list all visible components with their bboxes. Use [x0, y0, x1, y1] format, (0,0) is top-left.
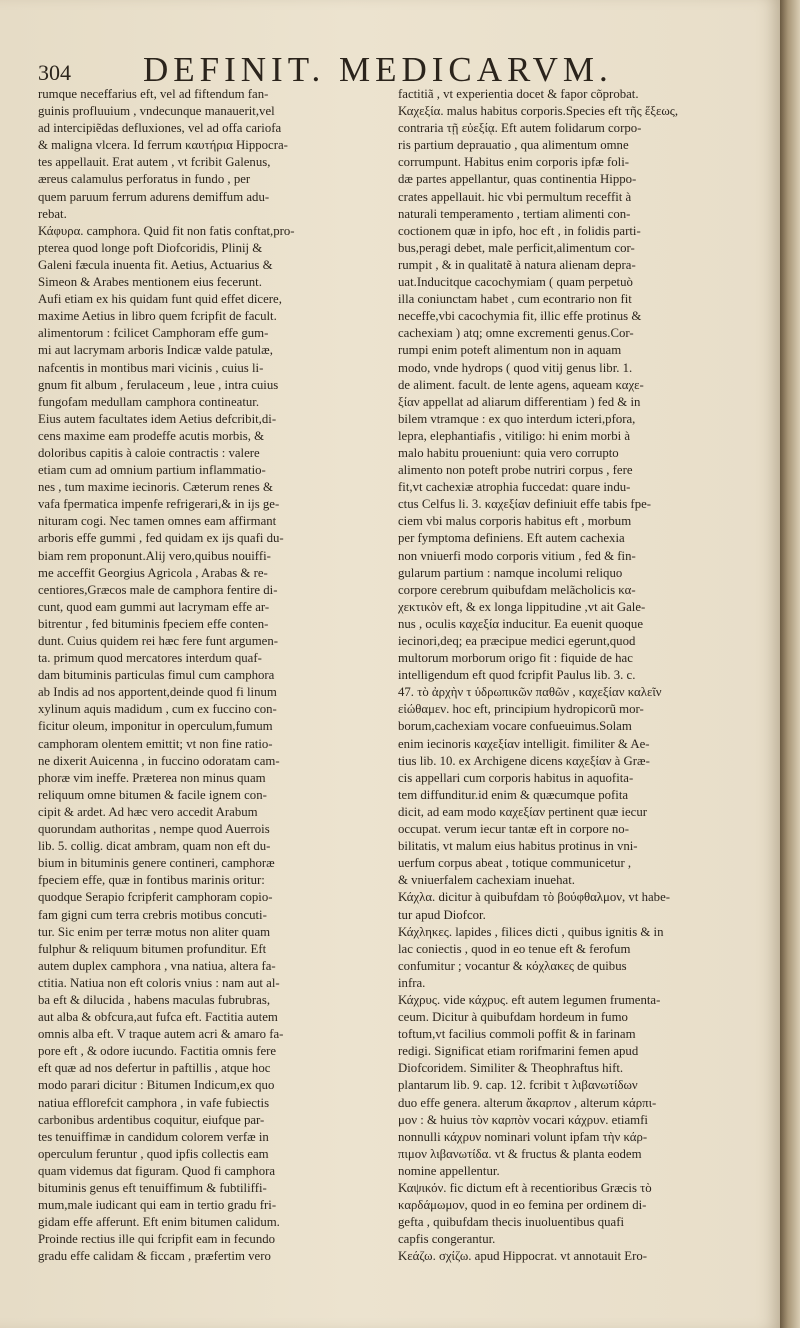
- right-column: [398, 86, 746, 1265]
- left-column-text-line: alimentorum : fcilicet Camphoram effe gum-: [38, 326, 269, 341]
- left-column-text-line: ta. primum quod mercatores interdum quaf-: [38, 651, 262, 666]
- right-column-text-line: confumitur ; vocantur & κόχλακες de quibus: [398, 958, 627, 973]
- left-column-text-line: gidam effe afferunt. Eft enim bitumen calidum.: [38, 1215, 280, 1230]
- right-column-text-line: πιμον λιβανωτίδα. vt & fructus & planta eodem: [398, 1146, 642, 1161]
- right-column-text-line: μον : & huius τὸν καρπὸν vocari κάχρυν. etiamfi: [398, 1112, 648, 1127]
- right-column-text-line: redigi. Significat etiam rorifmarini femen apud: [398, 1044, 639, 1059]
- right-column-text-line: rumpi enim poteft alimentum non in aquam: [398, 343, 622, 358]
- right-column-text-line: Κάχλα. dicitur à quibufdam τὸ βούφθαλμον, vt habe-: [398, 890, 671, 905]
- left-column-text-line: omnis alba eft. V traque autem acri & amaro fa-: [38, 1027, 284, 1042]
- right-column-text-line: corrumpunt. Habitus enim corporis ipfæ foli-: [398, 155, 630, 170]
- left-column-text-line: maxime Aetius in libro quem fcripfit de facult.: [38, 309, 277, 324]
- right-column-text-line: modo, vnde hydrops ( quod vitij genus libr. 1.: [398, 360, 633, 375]
- left-column-text-line: rumque neceffarius eft, vel ad fiftendum fan-: [38, 87, 269, 101]
- right-column-text-line: plantarum lib. 9. cap. 12. fcribit τ λιβανωτίδων: [398, 1078, 638, 1093]
- right-column-text-line: capfis congerantur.: [398, 1232, 496, 1247]
- right-column-text-line: per fymptoma definiens. Eft autem cachexia: [398, 531, 625, 546]
- left-column-text-line: ficitur oleum, imponitur in operculum,fumum: [38, 719, 273, 734]
- right-column-text-line: & vniuerfalem cachexiam inuehat.: [398, 873, 575, 888]
- book-gutter: [780, 0, 800, 1328]
- left-column-text-line: aut alba & obfcura,aut fufca eft. Factitia autem: [38, 1010, 278, 1025]
- left-column-text-line: gnum fit album , ferulaceum , leue , intra cuius: [38, 377, 279, 392]
- left-column-text-line: ba eft & dilucida , habens maculas fubrubras,: [38, 992, 271, 1007]
- left-column-text-line: operculum feruntur , quod ipfis collectis eam: [38, 1146, 269, 1161]
- left-column-text-line: Simeon & Arabes mentionem eius fecerunt.: [38, 275, 262, 290]
- right-column-text-line: tur apud Diofcor.: [398, 907, 486, 922]
- right-column-text-line: ris partium deprauatio , qua alimentum omne: [398, 138, 629, 153]
- right-column-text-line: enim iecinoris καχεξίαν intelligit. fimiliter & Ae-: [398, 736, 650, 751]
- right-column-text-line: uat.Inducitque cacochymiam ( quam perpetuò: [398, 275, 633, 290]
- right-column-text-line: ceum. Dicitur à quibufdam hordeum in fumo: [398, 1010, 628, 1025]
- left-column-text-line: autem duplex camphora , vna natiua, altera fa-: [38, 958, 276, 973]
- left-column-text-line: mum,male iudicant qui eam in tertio gradu fri-: [38, 1198, 277, 1213]
- right-column-text-line: Κάχληκες. lapides , filices dicti , quibus ignitis & in: [398, 924, 664, 939]
- right-column-text-line: tius lib. 10. ex Archigene dicens καχεξίαν à Græ-: [398, 753, 650, 768]
- right-column-text-line: coctionem quæ in ipfo, hoc eft , in folidis parti-: [398, 223, 641, 238]
- right-column-text-line: illa coniunctam habet , cum econtrario non fit: [398, 292, 632, 307]
- left-column-text-line: biam rem proponunt.Alij vero,quibus nouiffi-: [38, 548, 271, 563]
- right-column-text-line: dicit, ad eam modo καχεξίαν pertinent quæ iecur: [398, 804, 648, 819]
- left-column-text-line: reliquum omne bitumen & facile ignem con-: [38, 787, 267, 802]
- left-column-text-line: fulphur & reliquum bitumen profunditur. Eft: [38, 941, 267, 956]
- left-column-text-line: fpeciem effe, quæ in fontibus marinis oritur:: [38, 873, 265, 888]
- left-column-text-line: carbonibus ardentibus coquitur, eiufque par-: [38, 1112, 265, 1127]
- left-column-text-line: bituminis genus eft tenuiffimum & fubtiliffi-: [38, 1181, 267, 1195]
- left-column-text-line: me acceffit Georgius Agricola , Arabas & re-: [38, 565, 268, 580]
- left-column-text-line: pore eft , & odore iucundo. Factitia omnis fere: [38, 1044, 277, 1059]
- left-column-text-line: gradu effe calidam & ficcam , præfertim vero: [38, 1249, 271, 1264]
- left-column-text-line: ab Indis ad nos apportent,deinde quod fi linum: [38, 685, 277, 700]
- left-column-text-line: Eius autem facultates idem Aetius defcribit,di-: [38, 411, 277, 426]
- right-column-text-line: duo effe genera. alterum ἄκαρπον , alterum κάρπι-: [398, 1095, 657, 1110]
- right-column-text-line: fit,vt cachexiæ atrophia fuccedat: quare indu-: [398, 480, 631, 495]
- right-column-text-line: bilem vtramque : ex quo interdum icteri,pfora,: [398, 411, 636, 426]
- left-column-text-line: dam bituminis particulas fimul cum camphora: [38, 668, 275, 683]
- right-column-text-line: bus,peragi debet, male perficit,alimentum cor-: [398, 240, 635, 255]
- left-column-text-line: rebat.: [38, 206, 67, 221]
- page-header: [38, 50, 778, 90]
- right-column-text-line: alimento non poteft probe nutriri corpus , fere: [398, 463, 633, 478]
- right-column-text-line: corpore cerebrum quibufdam melãcholicis κα-: [398, 582, 636, 597]
- left-column-text-line: ad intercipiẽdas defluxiones, vel ad offa cariofa: [38, 121, 282, 136]
- left-column-text-line: nafcentis in montibus mari vicinis , cuius li-: [38, 360, 264, 375]
- right-column-text-line: factitiã , vt experientia docet & fapor cõprobat.: [398, 87, 639, 101]
- left-column-text-line: cipit & ardet. Ad hæc vero accedit Arabum: [38, 804, 258, 819]
- right-column-text-line: Κάχρυς. vide κάχρυς. eft autem legumen frumenta-: [398, 992, 661, 1007]
- left-column-text-line: Κάφυρα. camphora. Quid fit non fatis conftat,pro-: [38, 223, 295, 238]
- right-column-text-line: bilitatis, vt malum eius habitus protinus in vni-: [398, 839, 638, 854]
- left-column-text-line: quam videmus dat figuram. Quod fi camphora: [38, 1163, 276, 1178]
- running-head: DEFINIT. MEDICARVM.: [143, 50, 613, 89]
- left-column-text-line: arboris effe gummi , fed quidam ex ijs quafi du-: [38, 531, 284, 546]
- right-column-text-line: non vniuerfi modo corporis vitium , fed & fin-: [398, 548, 636, 563]
- left-column-text-line: natiua efflorefcit camphora , in vafe fubiectis: [38, 1095, 270, 1110]
- right-column-text-line: Diofcoridem. Similiter & Theophraftus hift.: [398, 1061, 624, 1076]
- right-column-text-line: gularum partium : namque incolumi reliquo: [398, 565, 623, 580]
- left-column-text-line: bium in bituminis genere contineri, camphoræ: [38, 856, 275, 871]
- left-column-text-line: pterea quod longe poft Diofcoridis, Plinij &: [38, 240, 263, 255]
- left-column-text-line: bitrentur , fed bituminis fpeciem effe conten-: [38, 616, 269, 631]
- left-column-text-line: Proinde rectius ille qui fcripfit eam in fecundo: [38, 1232, 276, 1247]
- right-column-text-line: naturali temperamento , tertiam alimenti con-: [398, 206, 631, 221]
- right-column-text-line: dæ partes appellantur, quas continentia Hippo-: [398, 172, 637, 187]
- left-column-text-line: eft quæ ad nos defertur in paftillis , atque hoc: [38, 1061, 271, 1076]
- right-column-text-line: Καχεξία. malus habitus corporis.Species eft τῆς ἕξεως,: [398, 104, 679, 119]
- right-column-text-line: borum,cachexiam vocare confueuimus.Solam: [398, 719, 632, 734]
- left-column: [38, 86, 380, 1265]
- left-column-text-line: quem paruum ferrum adurens demiffum adu-: [38, 189, 270, 204]
- left-column-text-line: lib. 5. collig. dicat ambram, quam non eft du-: [38, 839, 271, 854]
- left-column-text-line: ne dixerit Auicenna , in fuccino odoratam cam-: [38, 753, 280, 768]
- right-column-text-line: crates appellauit. hic vbi permultum receffit à: [398, 189, 632, 204]
- left-column-text-line: cunt, quod eam gummi aut lacrymam effe ar-: [38, 599, 270, 614]
- left-column-text-line: æreus calamulus perforatus in fundo , per: [38, 172, 251, 187]
- right-column-text-line: lac coniectis , quod in eo tenue eft & ferofum: [398, 941, 631, 956]
- left-column-text-line: ctitia. Natiua non eft coloris vnius : nam aut al-: [38, 975, 280, 990]
- left-column-text-line: quodque Serapio fcripferit camphoram copio-: [38, 890, 273, 905]
- left-column-text-line: xylinum aquis madidum , cum ex fuccino con-: [38, 702, 277, 717]
- right-column-text-line: contraria τῇ εὐεξίᾳ. Eft autem folidarum corpo-: [398, 121, 642, 136]
- right-column-text-line: toftum,vt facilius commoli poffit & in farinam: [398, 1027, 636, 1042]
- left-column-text-line: guinis profluuium , vndecunque manauerit,vel: [38, 104, 275, 119]
- right-column-text-line: cis appellari cum corporis habitus in aquofita-: [398, 770, 634, 785]
- right-column-text-line: 47. τὸ ἀρχὴν τ ὑδρωπικῶν παθῶν , καχεξίαν καλεῖν: [398, 685, 662, 700]
- right-column-text-line: neceffe,vbi cacochymia fit, illic effe protinus &: [398, 309, 642, 324]
- left-column-text-line: vafa fpermatica impenfe refrigerari,& in ijs ge-: [38, 497, 280, 512]
- right-column-text-line: multorum morborum origo fit : fiquide de hac: [398, 651, 633, 666]
- left-column-text-line: camphoram olentem emittit; vt non fine ratio-: [38, 736, 273, 751]
- left-column-text-line: centiores,Græcos male de camphora fentire di-: [38, 582, 278, 597]
- left-column-text-line: nituram cogi. Nec tamen omnes eam affirmant: [38, 514, 277, 529]
- left-column-text-line: & maligna vlcera. Id ferrum καυτήρια Hippocra-: [38, 138, 288, 153]
- right-column-text-line: καρδάμωμον, quod in eo femina per ordinem di-: [398, 1198, 647, 1213]
- right-column-text-line: nus , oculis καχεξία inducitur. Ea euenit quoque: [398, 616, 644, 631]
- right-column-text-line: nonnulli κάχρυν nominari volunt ipfam τὴν κάρ-: [398, 1129, 648, 1144]
- right-column-text-line: εἰώθαμεν. hoc eft, principium hydropicorũ mor-: [398, 702, 644, 717]
- left-column-text-line: Aufi etiam ex his quidam funt quid effet dicere,: [38, 292, 282, 307]
- right-column-text-line: ciem vbi malus corporis habitus eft , morbum: [398, 514, 632, 529]
- left-column-text-line: phoræ vim ineffe. Præterea non minus quam: [38, 770, 266, 785]
- right-column-text-line: cachexiam ) atq; omne excrementi genus.Cor-: [398, 326, 634, 341]
- right-column-text-line: ctus Celfus li. 3. καχεξίαν definiuit effe tabis fpe-: [398, 497, 652, 512]
- left-column-text-line: tes appellauit. Erat autem , vt fcribit Galenus,: [38, 155, 271, 170]
- right-column-text-line: Καψικόν. fic dictum eft à recentioribus Græcis τὸ: [398, 1181, 652, 1195]
- right-column-text-line: ξίαν appellat ad aliarum differentiam ) fed & in: [398, 394, 641, 409]
- right-column-text-line: tem diffunditur.id enim & quæcumque pofita: [398, 787, 629, 802]
- right-column-text-line: iecinori,deq; ea præcipue medici egerunt,quod: [398, 634, 636, 648]
- right-column-text-line: intelligendum eft quod fcripfit Paulus lib. 3. c.: [398, 668, 636, 683]
- left-column-text-line: Galeni fæcula inuenta fit. Aetius, Actuarius &: [38, 257, 273, 272]
- right-column-text-line: malo habitu proueniunt: quia vero corrupto: [398, 445, 619, 460]
- left-column-text-line: nes , tum maxime iecinoris. Cæterum renes &: [38, 480, 273, 495]
- left-column-text-line: fungofam medullam camphora contineatur.: [38, 394, 260, 409]
- left-column-text-line: mi aut lacrymam arboris Indicæ valde patulæ,: [38, 343, 273, 358]
- right-column-text-line: uerfum corpus abeat , totique communicetur ,: [398, 856, 632, 871]
- left-column-text-line: doloribus capitis à caloie contractis : valere: [38, 445, 260, 460]
- right-column-text-line: occupat. verum iecur tantæ eft in corpore no-: [398, 822, 629, 837]
- left-column-text-line: dunt. Cuius quidem rei hæc fere funt argumen-: [38, 634, 279, 648]
- left-column-text-line: quorundam authoritas , nempe quod Auerrois: [38, 822, 270, 837]
- left-column-text-line: fam gigni cum terra crebris motibus concuti-: [38, 907, 267, 922]
- right-column-text-line: de aliment. facult. de lente agens, aqueam καχε-: [398, 377, 644, 392]
- right-column-text-line: nomine appellentur.: [398, 1163, 500, 1178]
- left-column-text-line: tur. Sic enim per terræ motus non aliter quam: [38, 924, 271, 939]
- right-column-text-line: gefta , quibufdam thecis inuoluentibus quafi: [398, 1215, 625, 1230]
- left-column-text-line: cens maxime eam prodeffe acutis morbis, &: [38, 428, 265, 443]
- right-column-text-line: rumpit , & in qualitatẽ à natura alienam depra-: [398, 257, 636, 272]
- right-column-text-line: Κεάζω. σχίζω. apud Hippocrat. vt annotauit Ero-: [398, 1249, 648, 1264]
- left-column-text-line: etiam cum ad omnium partium inflammatio-: [38, 463, 266, 478]
- left-column-text-line: tes tenuiffimæ in candidum colorem verfæ in: [38, 1129, 269, 1144]
- left-column-text-line: modo parari dicitur : Bitumen Indicum,ex quo: [38, 1078, 275, 1093]
- right-column-text-line: lepra, elephantiafis , vitiligo: hi enim morbi à: [398, 428, 631, 443]
- page-number: 304: [38, 60, 71, 85]
- right-column-text-line: χεκτικὸν eft, & ex longa lippitudine ,vt ait Gale-: [398, 599, 646, 614]
- right-column-text-line: infra.: [398, 975, 426, 990]
